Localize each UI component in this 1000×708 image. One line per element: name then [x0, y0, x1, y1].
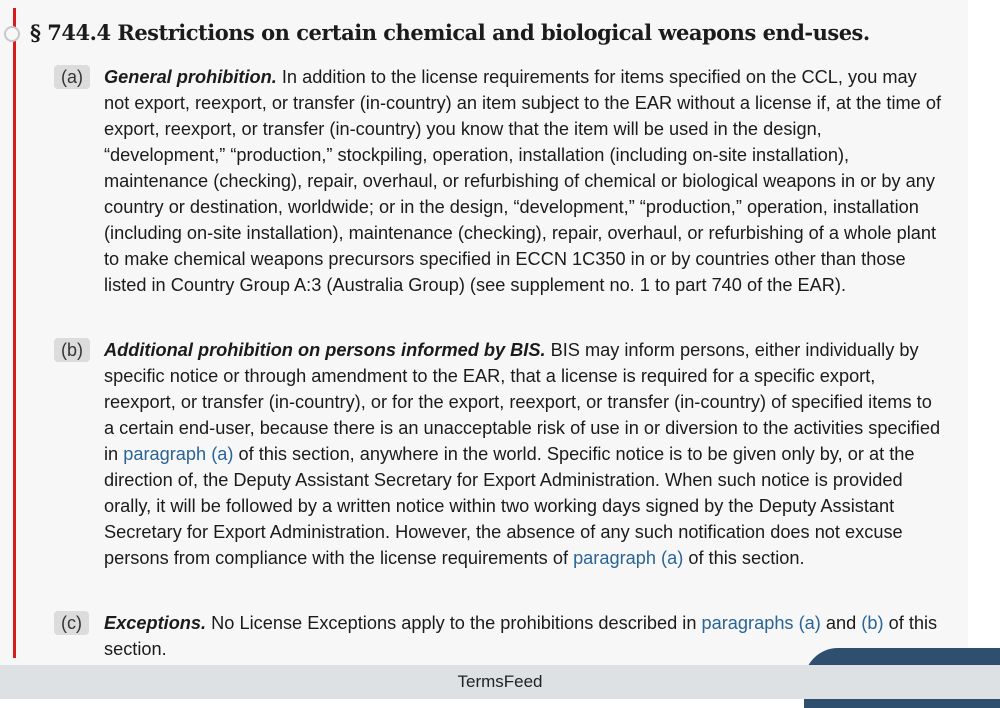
paragraph-text-c-3: of this section.: [104, 613, 938, 659]
paragraph-text-c-2: and: [825, 613, 857, 633]
paragraph-b-link[interactable]: (b): [861, 613, 884, 633]
paragraph-a-link[interactable]: paragraph (a): [123, 444, 234, 464]
paragraphs-a-link[interactable]: paragraphs (a): [701, 613, 821, 633]
section-title: § 744.4 Restrictions on certain chemical and biological weapons end-uses.: [30, 20, 870, 45]
paragraph-label-c: (c): [54, 611, 89, 635]
paragraph-heading-c: Exceptions.: [104, 613, 207, 633]
paragraph-a: [61, 64, 944, 298]
paragraph-heading-b: Additional prohibition on persons informed by BIS.: [104, 340, 546, 360]
paragraph-label-b: (b): [54, 338, 90, 362]
paragraph-text-a: In addition to the license requirements for items specified on the CCL, you may not export, reexport, or transfer (in-country) an item subject to the EAR without a license if, at the time of export, reexport, or transfer (in-country) you know that the item will be used in the design, “development,” “production,” stockpiling, operation, installation (including on-site installation), maintenance (checking), repair, overhaul, or refurbishing of chemical or biological weapons in or by any country or destination, worldwide; or in the design, “development,” “production,” operation, installation (including on-site installation), maintenance (checking), repair, overhaul, or refurbishing of a whole plant to make chemical weapons precursors specified in ECCN 1C350 in or by countries other than those listed in Country Group A:3 (Australia Group) (see supplement no. 1 to part 740 of the EAR).: [104, 67, 942, 295]
footer-bar: [0, 665, 1000, 699]
footer-brand-text[interactable]: TermsFeed: [457, 672, 543, 691]
paragraph-text-b-3: of this section.: [688, 548, 805, 568]
paragraph-heading-a: General prohibition.: [104, 67, 277, 87]
paragraph-label-a: (a): [54, 65, 90, 89]
paragraph-text-c-1: No License Exceptions apply to the prohibitions described in: [211, 613, 697, 633]
paragraph-b: [61, 337, 944, 571]
paragraph-text-b-2: of this section, anywhere in the world. Specific notice is to be given only by, or at the direction of, the Deputy Assistant Secretary for Export Administration. When such notice is provided orally, it will be followed by a written notice within two working days signed by the Deputy Assistant Secretary for Export Administration. However, the absence of any such notification does not excuse persons from compliance with the license requirements of: [104, 444, 915, 568]
section-accent-bar: [13, 8, 16, 658]
paragraph-a-link[interactable]: paragraph (a): [573, 548, 684, 568]
circle-icon[interactable]: [4, 26, 20, 42]
paragraph-text-b-1: BIS may inform persons, either individually by specific notice or through amendment to the EAR, that a license is required for a specific export, reexport, or transfer (in-country), or for the export, reexport, or transfer (in-country) of specified items to a certain end-user, because there is an unacceptable risk of use in or diversion to the activities specified in: [104, 340, 941, 464]
